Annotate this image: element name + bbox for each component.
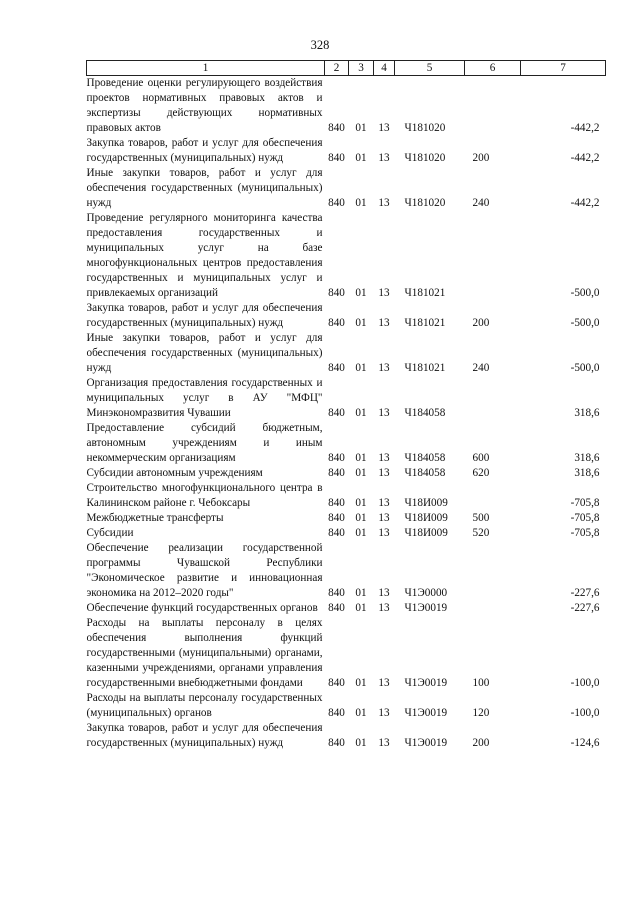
column-header-5: 5 [395,61,465,76]
row-description: Проведение оценки регулирующего воздействия проектов нормативных правовых актов и экспертизы действующих нормативных правовых актов [86,77,323,134]
row-description: Закупка товаров, работ и услуг для обеспечения государственных (муниципальных) нужд [86,302,323,329]
expense-type-code [465,376,521,421]
section-code: 01 [355,497,367,509]
amount: -100,0 [570,677,600,689]
row-description: Закупка товаров, работ и услуг для обеспечения государственных (муниципальных) нужд [86,137,323,164]
target-article-code: Ч18И009 [404,512,448,524]
ministry-code: 840 [328,707,345,719]
amount: -442,2 [570,122,600,134]
row-description: Субсидии [86,527,134,539]
table-row [87,481,606,511]
ministry-code: 840 [328,512,345,524]
ministry-code: 840 [328,527,345,539]
row-description: Закупка товаров, работ и услуг для обеспечения государственных (муниципальных) нужд [86,722,323,749]
amount: -227,6 [570,587,600,599]
ministry-code: 840 [328,452,345,464]
section-code: 01 [355,602,367,614]
table-row [87,601,606,616]
subsection-code: 13 [378,602,390,614]
section-code: 01 [355,527,367,539]
section-code: 01 [355,467,367,479]
ministry-code: 840 [328,287,345,299]
expense-type-code [465,481,521,511]
row-description: Предоставление субсидий бюджетным, автономным учреждениям и иным некоммерческим организациям [86,422,323,464]
target-article-code: Ч18И009 [404,497,448,509]
expense-type-code: 240 [472,362,490,374]
table-row [87,541,606,601]
row-description: Иные закупки товаров, работ и услуг для обеспечения государственных (муниципальных) нужд [86,332,323,374]
expense-type-code: 100 [472,677,490,689]
table-row [87,691,606,721]
table-row [87,136,606,166]
column-header-7: 7 [521,61,606,76]
target-article-code: Ч184058 [404,407,446,419]
target-article-code: Ч1Э0019 [404,737,448,749]
section-code: 01 [355,317,367,329]
row-description: Субсидии автономным учреждениям [86,467,263,479]
subsection-code: 13 [378,152,390,164]
expense-type-code [465,211,521,301]
ministry-code: 840 [328,677,345,689]
ministry-code: 840 [328,587,345,599]
expense-type-code: 200 [472,152,490,164]
amount: -500,0 [570,317,600,329]
row-description: Проведение регулярного мониторинга качества предоставления государственных и муниципальных услуг на базе многофункциональных центров предоставления государственных и муниципальных услуг и привлекаемых организаций [86,212,323,299]
subsection-code: 13 [378,707,390,719]
target-article-code: Ч181020 [404,122,446,134]
ministry-code: 840 [328,122,345,134]
target-article-code: Ч181021 [404,287,446,299]
section-code: 01 [355,362,367,374]
row-description: Межбюджетные трансферты [86,512,224,524]
section-code: 01 [355,122,367,134]
row-description: Расходы на выплаты персоналу государственных (муниципальных) органов [86,692,323,719]
subsection-code: 13 [378,287,390,299]
amount: -442,2 [570,152,600,164]
target-article-code: Ч1Э0019 [404,677,448,689]
column-header-6: 6 [465,61,521,76]
section-code: 01 [355,707,367,719]
target-article-code: Ч18И009 [404,527,448,539]
subsection-code: 13 [378,197,390,209]
amount: -500,0 [570,287,600,299]
subsection-code: 13 [378,467,390,479]
column-header-3: 3 [349,61,374,76]
budget-table [86,60,606,751]
target-article-code: Ч184058 [404,467,446,479]
expense-type-code: 200 [472,737,490,749]
expense-type-code [465,76,521,137]
amount: -705,8 [570,497,600,509]
expense-type-code: 520 [472,527,490,539]
ministry-code: 840 [328,467,345,479]
subsection-code: 13 [378,407,390,419]
expense-type-code: 600 [472,452,490,464]
expense-type-code: 500 [472,512,490,524]
section-code: 01 [355,152,367,164]
target-article-code: Ч184058 [404,452,446,464]
table-row [87,166,606,211]
target-article-code: Ч1Э0019 [404,602,448,614]
amount: 318,6 [574,452,600,464]
row-description: Обеспечение функций государственных органов [86,602,318,614]
row-description: Иные закупки товаров, работ и услуг для обеспечения государственных (муниципальных) нужд [86,167,323,209]
target-article-code: Ч181021 [404,362,446,374]
table-row [87,76,606,137]
expense-type-code: 120 [472,707,490,719]
table-row [87,421,606,466]
section-code: 01 [355,737,367,749]
ministry-code: 840 [328,737,345,749]
section-code: 01 [355,512,367,524]
table-header-row [87,61,606,76]
ministry-code: 840 [328,602,345,614]
column-header-2: 2 [325,61,349,76]
table-row [87,511,606,526]
table-row [87,376,606,421]
expense-type-code: 240 [472,197,490,209]
ministry-code: 840 [328,407,345,419]
subsection-code: 13 [378,452,390,464]
row-description: Обеспечение реализации государственной программы Чувашской Республики "Экономическое развитие и инновационная экономика на 2012–2020 годы" [86,542,323,599]
row-description: Организация предоставления государственных и муниципальных услуг в АУ "МФЦ" Минэкономразвития Чувашии [86,377,323,419]
amount: 318,6 [574,467,600,479]
ministry-code: 840 [328,362,345,374]
expense-type-code: 620 [472,467,490,479]
ministry-code: 840 [328,497,345,509]
table-row [87,526,606,541]
subsection-code: 13 [378,587,390,599]
subsection-code: 13 [378,677,390,689]
subsection-code: 13 [378,362,390,374]
target-article-code: Ч181020 [404,152,446,164]
amount: 318,6 [574,407,600,419]
amount: -227,6 [570,602,600,614]
table-row [87,301,606,331]
subsection-code: 13 [378,497,390,509]
section-code: 01 [355,287,367,299]
table-row [87,331,606,376]
column-header-1: 1 [87,61,325,76]
section-code: 01 [355,452,367,464]
subsection-code: 13 [378,317,390,329]
ministry-code: 840 [328,152,345,164]
subsection-code: 13 [378,737,390,749]
amount: -100,0 [570,707,600,719]
ministry-code: 840 [328,317,345,329]
section-code: 01 [355,677,367,689]
row-description: Расходы на выплаты персоналу в целях обеспечения выполнения функций государственными (муниципальными) органами, казенными учреждениями, органами управления государственными внебюджетными фондами [86,617,323,689]
table-body [87,76,606,752]
column-header-4: 4 [374,61,395,76]
target-article-code: Ч1Э0000 [404,587,448,599]
expense-type-code [465,601,521,616]
amount: -124,6 [570,737,600,749]
section-code: 01 [355,587,367,599]
target-article-code: Ч1Э0019 [404,707,448,719]
row-description: Строительство многофункционального центра в Калининском районе г. Чебоксары [86,482,323,509]
amount: -500,0 [570,362,600,374]
section-code: 01 [355,407,367,419]
target-article-code: Ч181020 [404,197,446,209]
target-article-code: Ч181021 [404,317,446,329]
subsection-code: 13 [378,512,390,524]
table-row [87,466,606,481]
amount: -705,8 [570,527,600,539]
page-number: 328 [310,38,330,52]
expense-type-code: 200 [472,317,490,329]
subsection-code: 13 [378,122,390,134]
amount: -705,8 [570,512,600,524]
section-code: 01 [355,197,367,209]
ministry-code: 840 [328,197,345,209]
subsection-code: 13 [378,527,390,539]
amount: -442,2 [570,197,600,209]
table-row [87,616,606,691]
expense-type-code [465,541,521,601]
table-row [87,211,606,301]
table-row [87,721,606,751]
